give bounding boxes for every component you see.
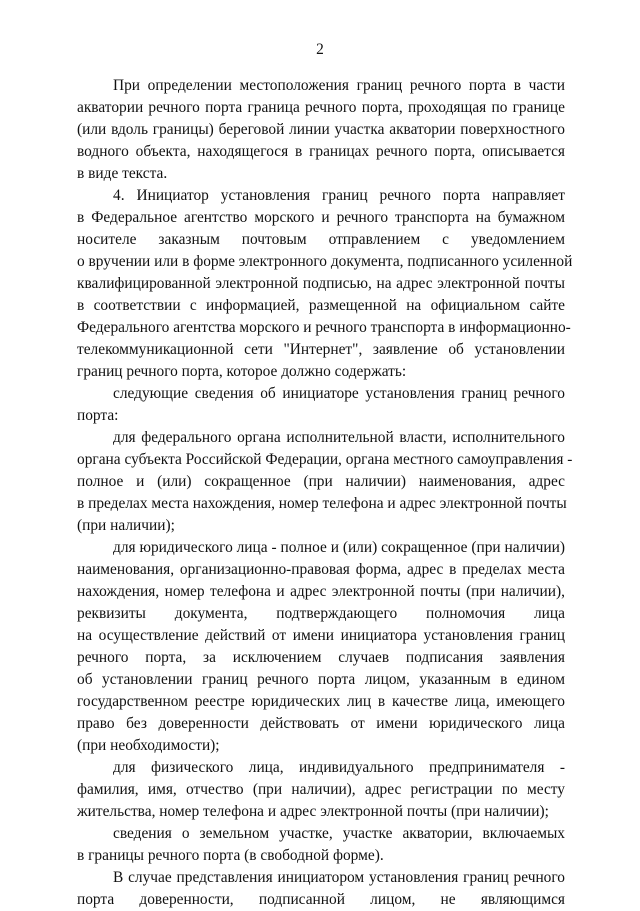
text-line: фамилия, имя, отчество (при наличии), адрес регистрации по месту (77, 781, 565, 798)
text-line: (при наличии); (77, 517, 175, 534)
text-line: право без доверенности действовать от имени юридического лица (77, 715, 565, 732)
text-line: квалифицированной электронной подписью, на адрес электронной почты (77, 275, 565, 292)
text-line: в соответствии с информацией, размещенной на официальном сайте (77, 297, 565, 314)
text-line: (или вдоль границы) береговой линии участка акватории поверхностного (77, 121, 565, 138)
text-line: наименования, организационно-правовая форма, адрес в пределах места (77, 561, 565, 578)
text-line: следующие сведения об инициаторе установления границ речного (113, 385, 565, 402)
text-line: жительства, номер телефона и адрес электронной почты (при наличии); (77, 803, 549, 820)
page-number: 2 (316, 41, 324, 58)
text-line: нахождения, номер телефона и адрес электронной почты (при наличии), (77, 583, 565, 600)
text-line: в виде текста. (77, 165, 168, 182)
text-line: 4. Инициатор установления границ речного порта направляет (113, 187, 565, 204)
document-body (77, 75, 573, 911)
text-line: речного порта, за исключением случаев подписания заявления (77, 649, 565, 666)
text-line: для юридического лица - полное и (или) сокращенное (при наличии) (113, 539, 565, 556)
text-line: Федерального агентства морского и речного транспорта в информационно- (77, 319, 571, 336)
text-line: на осуществление действий от имени инициатора установления границ (77, 627, 565, 644)
text-line: об установлении границ речного порта лицом, указанным в едином (77, 671, 565, 688)
text-line: акватории речного порта граница речного порта, проходящая по границе (77, 99, 565, 116)
text-line: водного объекта, находящегося в границах речного порта, описывается (77, 143, 565, 160)
text-line: реквизиты документа, подтверждающего полномочия лица (77, 605, 565, 622)
text-line: порта: (77, 407, 119, 424)
text-line: для физического лица, индивидуального предпринимателя - (113, 759, 565, 776)
text-line: телекоммуникационной сети "Интернет", заявление об установлении (77, 341, 565, 358)
text-line: в пределах места нахождения, номер телефона и адрес электронной почты (77, 495, 567, 512)
text-line: в Федеральное агентство морского и речного транспорта на бумажном (77, 209, 565, 226)
text-line: носителе заказным почтовым отправлением с уведомлением (77, 231, 565, 248)
text-line: о вручении или в форме электронного документа, подписанного усиленной (77, 253, 573, 270)
text-line: государственном реестре юридических лиц в качестве лица, имеющего (77, 693, 565, 710)
text-line: границ речного порта, которое должно содержать: (77, 363, 407, 380)
text-line: сведения о земельном участке, участке акватории, включаемых (113, 825, 565, 842)
text-line: порта доверенности, подписанной лицом, не являющимся (77, 891, 565, 908)
text-line: для федерального органа исполнительной власти, исполнительного (113, 429, 565, 446)
text-line: органа субъекта Российской Федерации, органа местного самоуправления - (77, 451, 573, 468)
text-line: в границы речного порта (в свободной форме). (77, 847, 384, 864)
text-line: В случае представления инициатором установления границ речного (113, 869, 565, 886)
text-line: (при необходимости); (77, 737, 220, 754)
text-line: полное и (или) сокращенное (при наличии) наименования, адрес (77, 473, 565, 490)
text-line: При определении местоположения границ речного порта в части (113, 77, 565, 94)
